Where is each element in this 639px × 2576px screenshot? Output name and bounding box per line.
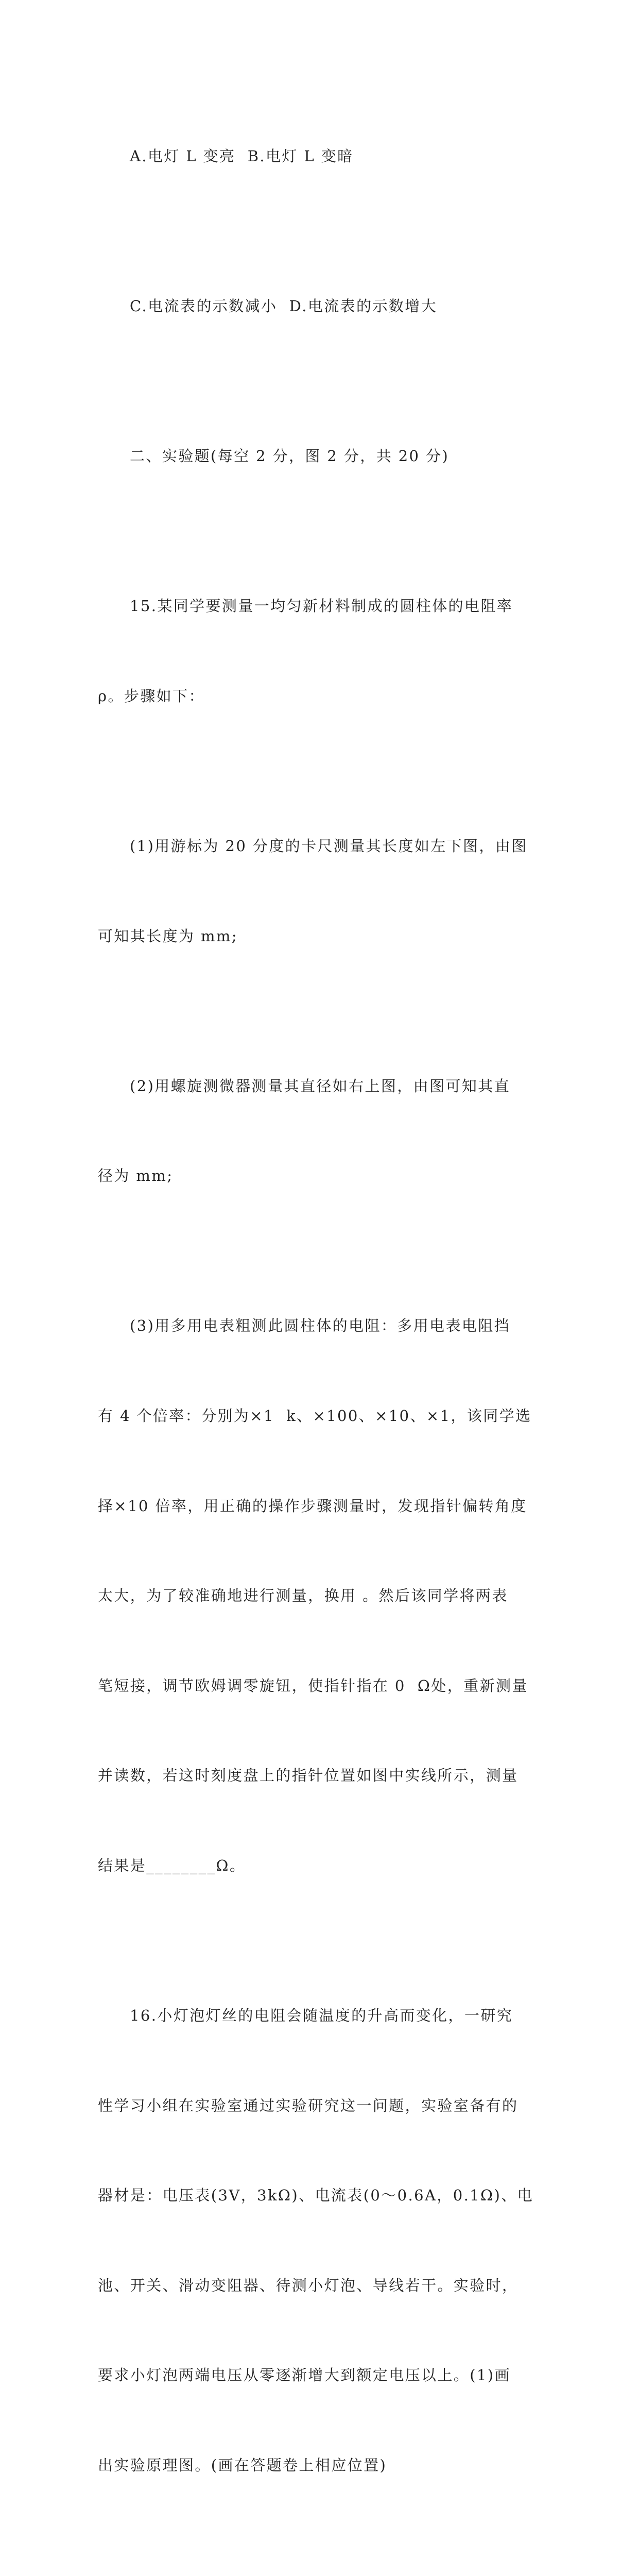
text-line: 二、实验题(每空 2 分，图 2 分，共 20 分) (130, 447, 450, 465)
text-line: 性学习小组在实验室通过实验研究这一问题，实验室备有的 (98, 2096, 519, 2114)
text-line: A.电灯 L 变亮 B.电灯 L 变暗 (130, 147, 354, 165)
text-line: 并读数，若这时刻度盘上的指针位置如图中实线所示，测量 (98, 1767, 519, 1785)
text-line: (2)用螺旋测微器测量其直径如右上图，由图可知其直 (130, 1077, 511, 1095)
question-15-part-1 (98, 771, 541, 1011)
text-line: ρ。步骤如下： (98, 687, 205, 705)
question-15-intro (98, 531, 541, 771)
question-15-part-3 (98, 1251, 541, 1941)
paragraph-options-cd (98, 231, 541, 381)
text-line: C.电流表的示数减小 D.电流表的示数增大 (130, 297, 438, 315)
text-line: 16.小灯泡灯丝的电阻会随温度的升高而变化，一研究 (130, 2007, 513, 2024)
text-line: 笔短接，调节欧姆调零旋钮，使指针指在 0 Ω处，重新测量 (98, 1676, 528, 1694)
text-line: 器材是：电压表(3V，3kΩ)、电流表(0～0.6A，0.1Ω)、电 (98, 2187, 533, 2205)
text-line: 可知其长度为 mm; (98, 927, 238, 945)
text-line: (3)用多用电表粗测此圆柱体的电阻：多用电表电阻挡 (130, 1317, 511, 1335)
text-line: 要求小灯泡两端电压从零逐渐增大到额定电压以上。(1)画 (98, 2366, 511, 2384)
text-line: 有 4 个倍率：分别为×1 k、×100、×10、×1，该同学选 (98, 1406, 532, 1425)
question-16-intro (98, 1941, 541, 2540)
text-line: 径为 mm; (98, 1167, 174, 1185)
text-line: 池、开关、滑动变阻器、待测小灯泡、导线若干。实验时， (98, 2276, 519, 2294)
section-heading-experiments (98, 381, 541, 531)
text-line: (1)用游标为 20 分度的卡尺测量其长度如左下图，由图 (130, 837, 528, 855)
question-15-part-2 (98, 1011, 541, 1251)
text-line: 太大，为了较准确地进行测量，换用 。然后该同学将两表 (98, 1587, 508, 1605)
text-line: 15.某同学要测量一均匀新材料制成的圆柱体的电阻率 (130, 597, 513, 615)
document-body (98, 81, 541, 2576)
text-line: 出实验原理图。(画在答题卷上相应位置) (98, 2456, 387, 2475)
text-line: 择×10 倍率，用正确的操作步骤测量时，发现指针偏转角度 (98, 1497, 527, 1515)
text-line: 结果是________Ω。 (98, 1856, 246, 1874)
question-16-part-2 (98, 2540, 541, 2576)
paragraph-options-ab (98, 81, 541, 231)
